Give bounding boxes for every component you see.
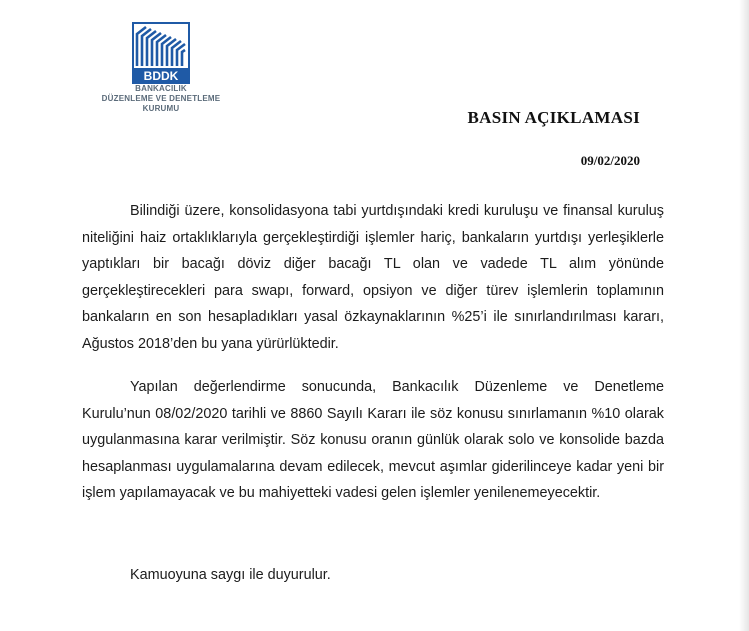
press-release-date: 09/02/2020 (580, 153, 640, 168)
paragraph-2: Yapılan değerlendirme sonucunda, Bankacılık Düzenleme ve Denetleme Kurulu’nun 08/02/2020 tarihli ve 8860 Sayılı Kararı ile söz konusu sınırlamanın %10 olarak uygulanmasına karar verilmiştir. Söz konusu oranın günlük olarak solo ve konsolide bazda hesaplanması uygulamalarına devam edilecek, mevcut aşımlar giderilinceye kadar yeni bir işlem yapılamayacak ve bu mahiyetteki vadesi gelen işlemler yenilenemeyecektir. (82, 379, 664, 501)
page-edge-shadow (739, 0, 749, 631)
logo-subtitle-line-3: KURUMU (142, 104, 180, 113)
page-title: BASIN AÇIKLAMASI (467, 108, 640, 127)
paragraph-1: Bilindiği üzere, konsolidasyona tabi yurtdışındaki kredi kuruluşu ve finansal kuruluş niteliğini haiz ortaklıklarıyla gerçekleştirdiği işlemler hariç, bankaların yurtdışı yerleşiklerle yaptıkları bir bacağı döviz diğer bacağı TL olan ve vadede TL alım yönünde gerçekleştirecekleri para swapı, forward, opsiyon ve diğer türev işlemlerin toplamının bankaların en son hesapladıkları yasal özkaynaklarının %25’i ile sınırlandırılması kararı, Ağustos 2018’den bu yana yürürlüktedir. (82, 203, 664, 352)
bddk-logo-mark (132, 22, 190, 84)
paragraph-3: Kamuoyuna saygı ile duyurulur. (130, 567, 331, 583)
logo-subtitle (86, 84, 236, 114)
logo-subtitle-line-2: DÜZENLEME VE DENETLEME (101, 94, 221, 103)
logo-subtitle-line-1: BANKACILIK (135, 84, 187, 93)
bddk-logo (86, 22, 236, 114)
logo-mark-text: BDDK (143, 69, 179, 83)
